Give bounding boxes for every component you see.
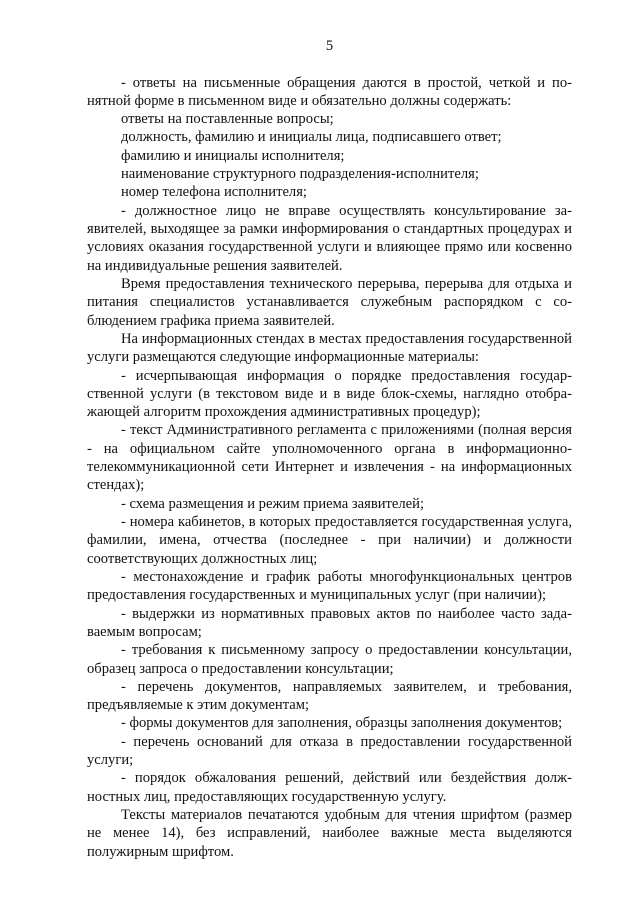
paragraph: номер телефона исполнителя; xyxy=(121,184,307,201)
paragraph: - текст Административного регламента с приложениями (полная версия - на официальном сайте уполномоченного органа в информационно-телекоммуникационной сети Интернет и извлечения - на информационных стендах); xyxy=(87,422,572,494)
paragraph: Время предоставления технического перерыва, перерыва для отдыха и питания специалистов устанавливается служебным распорядком с соблюдением графика приема заявителей. xyxy=(87,275,572,329)
paragraph: - должностное лицо не вправе осуществлять консультирование заявителей, выходящее за рамки информирования о стандартных процедурах и условиях оказания государственной услуги и влияющее прямо или косвенно на индивидуальные решения заявителей. xyxy=(87,202,572,274)
paragraph: - схема размещения и режим приема заявителей; xyxy=(121,495,425,512)
paragraph: - выдержки из нормативных правовых актов по наиболее часто задаваемым вопросам; xyxy=(87,605,572,640)
paragraph: - формы документов для заполнения, образцы заполнения документов; xyxy=(121,715,563,732)
paragraph: фамилию и инициалы исполнителя; xyxy=(121,147,345,164)
paragraph: - номера кабинетов, в которых предоставляется государственная услуга, фамилии, имена, отчества (последнее - при наличии) и должности соответствующих должностных лиц; xyxy=(87,514,572,567)
paragraph: - исчерпывающая информация о порядке предоставления государственной услуги (в текстовом виде и в виде блок-схемы, наглядно отображающей алгоритм прохождения административных процедур); xyxy=(87,367,572,421)
paragraph: - порядок обжалования решений, действий или бездействия должностных лиц, предоставляющих государственную услугу. xyxy=(87,770,572,805)
paragraph: - ответы на письменные обращения даются в простой, четкой и понятной форме в письменном виде и обязательно должны содержать: xyxy=(87,74,572,109)
paragraph: - местонахождение и график работы многофункциональных центров предоставления государственных и муниципальных услуг (при наличии); xyxy=(87,568,572,604)
paragraph: ответы на поставленные вопросы; xyxy=(121,111,334,128)
page-number: 5 xyxy=(325,38,334,54)
paragraph: - перечень документов, направляемых заявителем, и требования, предъявляемые к этим документам; xyxy=(87,678,572,714)
paragraph: На информационных стендах в местах предоставления государственной услуги размещаются следующие информационные материалы: xyxy=(87,330,572,366)
paragraph: - перечень оснований для отказа в предоставлении государственной услуги; xyxy=(87,733,572,769)
paragraph: Тексты материалов печатаются удобным для чтения шрифтом (размер не менее 14), без исправлений, наиболее важные места выделяются полужирным шрифтом. xyxy=(87,807,572,860)
paragraph: наименование структурного подразделения-исполнителя; xyxy=(121,166,479,183)
paragraph: должность, фамилию и инициалы лица, подписавшего ответ; xyxy=(121,129,502,146)
paragraph: - требования к письменному запросу о предоставлении консультации, образец запроса о предоставлении консультации; xyxy=(87,642,572,677)
document-body xyxy=(87,74,572,861)
